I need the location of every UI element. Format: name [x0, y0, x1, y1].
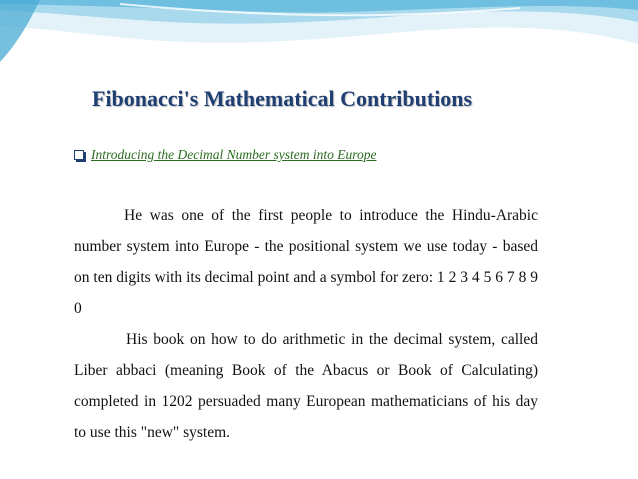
slide-title: Fibonacci's Mathematical Contributions	[92, 86, 473, 111]
paragraph-2: His book on how to do arithmetic in the decimal system, called Liber abbaci (meaning Book of the Abacus or Book of Calculating) completed in 1202 persuaded many European mathematicians of his day to use this "new" system.	[74, 331, 538, 441]
checkbox-bullet-icon	[74, 150, 84, 160]
wave-left-swoosh	[0, 0, 40, 62]
header-wave-decoration	[0, 0, 638, 80]
bullet-item	[74, 146, 376, 164]
body-text	[74, 200, 538, 448]
paragraph-1: He was one of the first people to introduce the Hindu-Arabic number system into Europe - the positional system we use today - based on ten digits with its decimal point and a symbol for zero: 1 2 3 4 5 6 7 8 9 0	[74, 207, 538, 317]
bullet-text: Introducing the Decimal Number system into Europe	[91, 147, 377, 162]
